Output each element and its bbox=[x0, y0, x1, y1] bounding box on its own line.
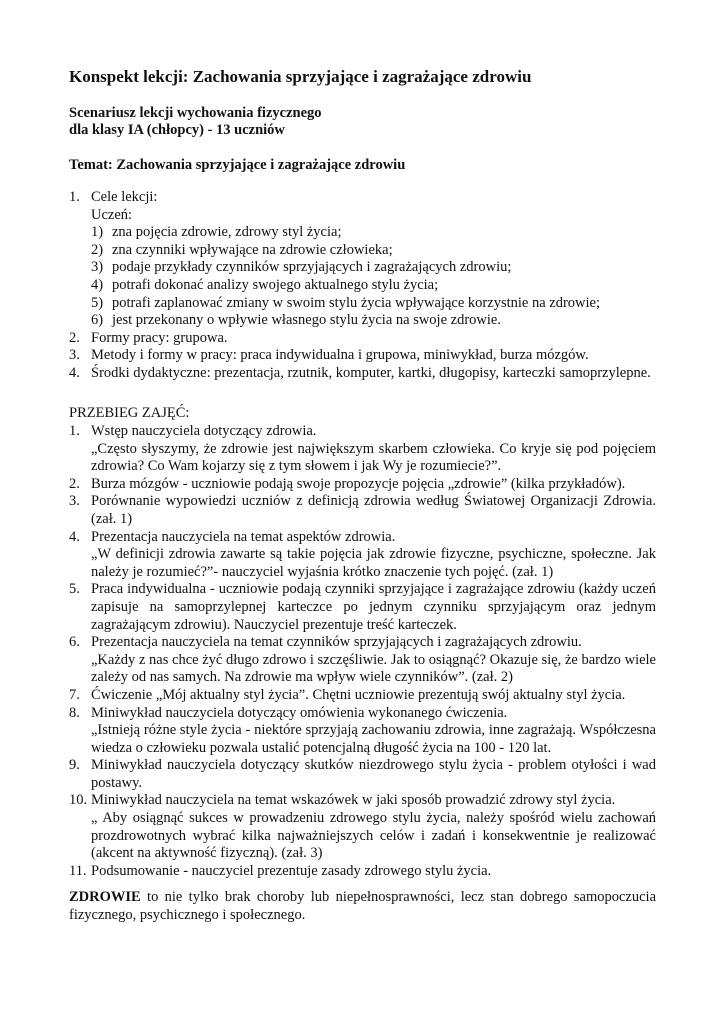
step-number: 7. bbox=[69, 686, 80, 703]
step-text: Miniwykład nauczyciela na temat wskazówek w jaki sposób prowadzić zdrowy styl życia. bbox=[91, 792, 616, 809]
goal-item bbox=[91, 312, 656, 330]
course-step bbox=[69, 863, 656, 881]
goal-text: potrafi dokonać analizy swojego aktualnego stylu życia; bbox=[112, 276, 439, 293]
course-step bbox=[69, 634, 656, 687]
definition-text: to nie tylko brak choroby lub niepełnosprawności, lecz stan dobrego samopoczucia fizycznego, psychicznego i społecznego. bbox=[69, 889, 657, 923]
course-step bbox=[69, 423, 656, 476]
item-number: 1. bbox=[69, 189, 80, 205]
course-step bbox=[69, 687, 656, 705]
step-text: Wstęp nauczyciela dotyczący zdrowia. bbox=[91, 423, 317, 439]
goal-item bbox=[91, 224, 656, 242]
step-number: 4. bbox=[69, 528, 80, 545]
goal-number: 3) bbox=[91, 259, 104, 276]
goal-item bbox=[91, 242, 656, 260]
course-step bbox=[69, 705, 656, 758]
step-quote: „Istnieją różne style życia - niektóre sprzyjają zachowaniu zdrowia, inne zagrażają. Współczesna wiedza o człowieku pozwala ustalić potencjalną długość życia na 100 - 120 lat. bbox=[91, 722, 656, 756]
item-number: 3. bbox=[69, 347, 80, 364]
course-step bbox=[69, 476, 656, 494]
definition-term: ZDROWIE bbox=[69, 889, 141, 905]
lesson-topic: Temat: Zachowania sprzyjające i zagrażające zdrowiu bbox=[69, 157, 406, 173]
step-number: 6. bbox=[69, 634, 80, 651]
course-step bbox=[69, 757, 656, 792]
step-number: 3. bbox=[69, 493, 80, 510]
step-text: Podsumowanie - nauczyciel prezentuje zasady zdrowego stylu życia. bbox=[91, 862, 492, 879]
goal-item bbox=[91, 277, 656, 295]
course-step bbox=[69, 792, 656, 862]
step-text: Ćwiczenie „Mój aktualny styl życia”. Chętni uczniowie prezentują swój aktualny styl życia. bbox=[91, 686, 626, 703]
course-step bbox=[69, 493, 656, 528]
scenario-line-1: Scenariusz lekcji wychowania fizycznego bbox=[69, 105, 322, 121]
goal-text: zna pojęcia zdrowie, zdrowy styl życia; bbox=[112, 224, 342, 241]
document-title: Konspekt lekcji: Zachowania sprzyjające i zagrażające zdrowiu bbox=[69, 67, 532, 86]
item-number: 4. bbox=[69, 364, 80, 381]
goal-item bbox=[91, 259, 656, 277]
item-text: Cele lekcji: bbox=[91, 189, 158, 205]
list-item bbox=[69, 347, 656, 365]
student-label: Uczeń: bbox=[91, 206, 133, 223]
list-item bbox=[69, 365, 656, 383]
step-number: 8. bbox=[69, 704, 80, 721]
goals-list bbox=[91, 224, 656, 330]
item-text: Formy pracy: grupowa. bbox=[91, 329, 228, 346]
goal-text: jest przekonany o wpływie własnego stylu życia na swoje zdrowie. bbox=[112, 312, 501, 329]
step-text: Prezentacja nauczyciela na temat czynników sprzyjających i zagrażających zdrowiu. bbox=[91, 634, 582, 651]
goal-number: 4) bbox=[91, 276, 104, 293]
goal-number: 6) bbox=[91, 312, 104, 329]
step-number: 5. bbox=[69, 581, 80, 598]
goal-text: potrafi zaplanować zmiany w swoim stylu życia wpływające korzystnie na zdrowie; bbox=[112, 294, 600, 311]
step-quote: „W definicji zdrowia zawarte są takie pojęcia jak zdrowie fizyczne, psychiczne, społeczne. Jak należy je rozumieć?”- nauczyciel wyjaśnia krótko znaczenie tych pojęć. (zał. 1) bbox=[91, 546, 656, 580]
course-heading: PRZEBIEG ZAJĘĆ: bbox=[69, 405, 190, 421]
goal-item bbox=[91, 295, 656, 313]
step-quote: „Często słyszymy, że zdrowie jest największym skarbem człowieka. Co kryje się pod pojęciem zdrowia? Co Wam kojarzy się z tym słowem i jak Wy je rozumiecie?”. bbox=[91, 440, 656, 475]
step-number: 2. bbox=[69, 475, 80, 492]
scenario-line-2: dla klasy IA (chłopcy) - 13 uczniów bbox=[69, 122, 285, 138]
step-text: Porównanie wypowiedzi uczniów z definicją zdrowia według Światowej Organizacji Zdrowia. (zał. 1) bbox=[91, 493, 656, 527]
step-number: 9. bbox=[69, 757, 80, 774]
step-text: Prezentacja nauczyciela na temat aspektów zdrowia. bbox=[91, 528, 396, 545]
goal-number: 5) bbox=[91, 294, 104, 311]
course-steps-list bbox=[69, 423, 656, 880]
step-number: 10. bbox=[69, 792, 88, 809]
step-number: 1. bbox=[69, 423, 80, 439]
course-step bbox=[69, 581, 656, 634]
step-quote: „ Aby osiągnąć sukces w prowadzeniu zdrowego stylu życia, należy spośród wielu zachowań prozdrowotnych wybrać kilka najważniejszych celów i zadań i konsekwentnie je realizować (akcent na aktywność fizyczną). (zał. 3) bbox=[91, 810, 656, 862]
goal-text: podaje przykłady czynników sprzyjających i zagrażających zdrowiu; bbox=[112, 259, 512, 276]
step-text: Miniwykład nauczyciela dotyczący omówienia wykonanego ćwiczenia. bbox=[91, 704, 508, 721]
goal-text: zna czynniki wpływające na zdrowie człowieka; bbox=[112, 241, 393, 258]
step-text: Praca indywidualna - uczniowie podają czynniki sprzyjające i zagrażające zdrowiu (każdy uczeń zapisuje na samoprzylepnej karteczce po jednym czynniku sprzyjającym oraz jednym zagrażającym zdrowiu). Nauczyciel prezentuje treść karteczek. bbox=[91, 581, 656, 633]
step-quote: „Każdy z nas chce żyć długo zdrowo i szczęśliwie. Jak to osiągnąć? Okazuje się, że bardzo wiele zależy od nas samych. Na zdrowie ma wpływ wiele czynników”. (zał. 2) bbox=[91, 651, 656, 686]
health-definition bbox=[69, 889, 656, 924]
lesson-plan-list bbox=[69, 189, 656, 383]
item-number: 2. bbox=[69, 329, 80, 346]
step-text: Burza mózgów - uczniowie podają swoje propozycje pojęcia „zdrowie” (kilka przykładów). bbox=[91, 475, 626, 492]
list-item bbox=[69, 189, 656, 330]
item-text: Metody i formy w pracy: praca indywidualna i grupowa, miniwykład, burza mózgów. bbox=[91, 347, 589, 364]
item-text: Środki dydaktyczne: prezentacja, rzutnik, komputer, kartki, długopisy, karteczki samoprzylepne. bbox=[91, 364, 651, 381]
list-item bbox=[69, 330, 656, 348]
goal-number: 2) bbox=[91, 241, 104, 258]
step-number: 11. bbox=[69, 862, 87, 879]
course-step bbox=[69, 529, 656, 582]
step-text: Miniwykład nauczyciela dotyczący skutków niezdrowego stylu życia - problem otyłości i wad postawy. bbox=[91, 757, 656, 791]
goal-number: 1) bbox=[91, 224, 104, 241]
